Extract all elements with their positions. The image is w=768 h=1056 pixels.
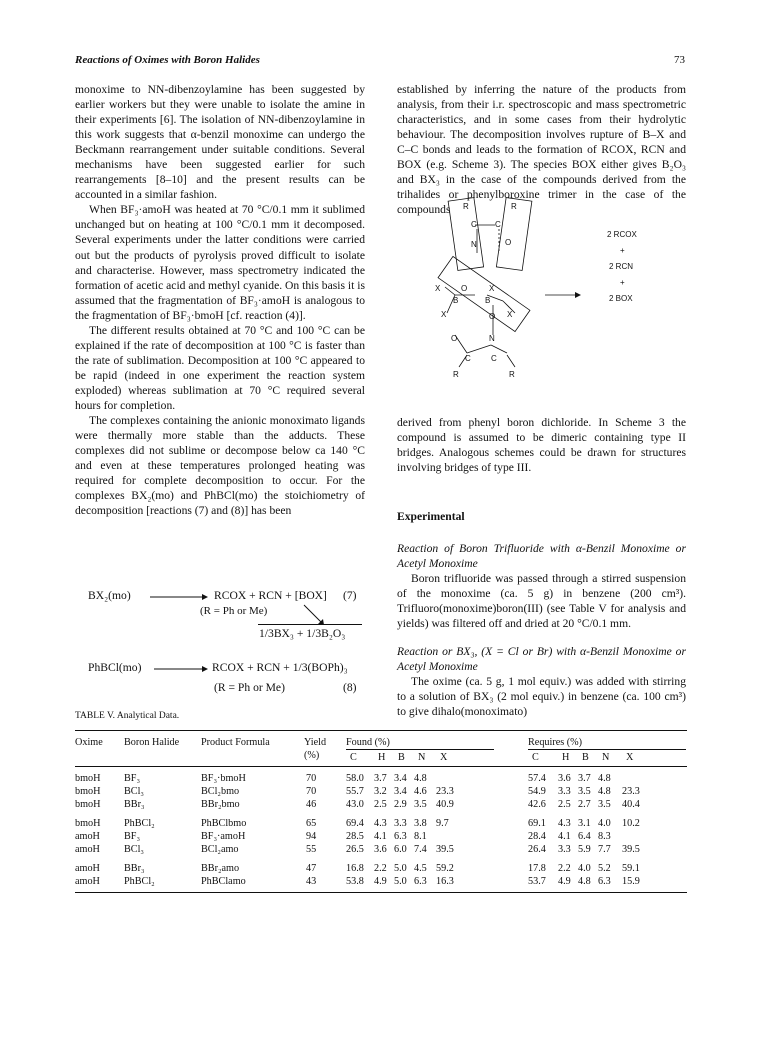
requires-underline: [528, 749, 686, 750]
col-header-requires: Requires (%): [528, 737, 583, 748]
cell-found: 5.0: [394, 863, 407, 874]
scheme-atom: C: [495, 220, 501, 229]
cell-requires: 7.7: [598, 844, 611, 855]
eq8-rhs: RCOX + RCN + 1/3(BOPh)₃: [212, 661, 348, 674]
cell-requires: 57.4: [528, 773, 546, 784]
scheme-atom: B: [485, 296, 491, 305]
cell-found: 69.4: [346, 818, 364, 829]
cell-requires: 10.2: [622, 818, 640, 829]
paragraph: When BF₃·amoH was heated at 70 °C/0.1 mm it sublimed unchanged but on heating at 100 °C/0.1 mm it decomposed. Several experiments under the latter conditions were carried out but the products of pyrolysis proved difficult to isolate and characterise. However, mass spectrometry indicated the formation of acetic acid and methyl cyanide. On this basis it is assumed that the fragmentation of BF₃·amoH is analogous to the fragmentation of BF₃·bmoH [cf. reaction (4)].: [75, 203, 365, 322]
cell-requires: 8.3: [598, 831, 611, 842]
cell-requires: 53.7: [528, 876, 546, 887]
cell-found: 4.5: [414, 863, 427, 874]
cell-requires: 3.3: [558, 786, 571, 797]
cell-found: 4.6: [414, 786, 427, 797]
scheme-atom: O: [505, 238, 512, 247]
scheme-atom: X: [435, 284, 441, 293]
cell-found: 6.0: [394, 844, 407, 855]
cell-requires: 2.5: [558, 799, 571, 810]
scheme-atom: R: [509, 370, 515, 379]
cell-requires: 4.9: [558, 876, 571, 887]
cell-found: 43.0: [346, 799, 364, 810]
scheme-atom: C: [471, 220, 477, 229]
cell-found: 9.7: [436, 818, 449, 829]
cell-product-formula: PhBClamo: [201, 876, 246, 887]
paragraph: derived from phenyl boron dichloride. In Scheme 3 the compound is assumed to be dimeric containing type II bridges. Analogous schemes could be drawn for structures involving bridges of type III.: [397, 416, 686, 475]
cell-yield: 70: [306, 786, 317, 797]
cell-found: 6.3: [414, 876, 427, 887]
cell-product-formula: BCl₂amo: [201, 844, 239, 855]
found-element-header: H: [378, 752, 386, 763]
cell-requires: 6.4: [578, 831, 591, 842]
cell-yield: 70: [306, 773, 317, 784]
subsection-heading: Reaction of Boron Trifluoride with α-Benzil Monoxime or Acetyl Monoxime: [397, 542, 686, 571]
cell-requires: 23.3: [622, 786, 640, 797]
cell-found: 2.5: [374, 799, 387, 810]
cell-requires: 5.2: [598, 863, 611, 874]
eq7-number: (7): [343, 589, 357, 602]
cell-oxime: amoH: [75, 844, 100, 855]
table-top-rule: [75, 730, 687, 731]
cell-yield: 47: [306, 863, 317, 874]
cell-requires: 17.8: [528, 863, 546, 874]
cell-boron-halide: BF₃: [124, 773, 141, 784]
paragraph: The different results obtained at 70 °C and 100 °C can be explained if the rate of decomposition at 100 °C is faster than the rate of sublimation. Decomposition at 100 °C appeared to be rapid (indeed in one experiment the reaction system exploded) whereas sublimation at 70 °C required several hours for completion.: [75, 323, 365, 412]
cell-product-formula: BBr₂bmo: [201, 799, 240, 810]
cell-product-formula: PhBClbmo: [201, 818, 247, 829]
scheme-atom: X: [489, 284, 495, 293]
cell-yield: 46: [306, 799, 317, 810]
scheme-atom: N: [471, 240, 477, 249]
paragraph: The complexes containing the anionic monoximato ligands were thermally more stable than the adducts. These complexes did not sublime or decompose below ca 140 °C and even at these temperatures prolonged heating was required for complete decomposition to occur. For the complexes BX₂(mo) and PhBCl(mo) the stoichiometry of decomposition [reactions (7) and (8)] has been: [75, 414, 365, 518]
eq8-lhs: PhBCl(mo): [88, 661, 142, 674]
cell-boron-halide: BCl₃: [124, 786, 144, 797]
cell-oxime: amoH: [75, 876, 100, 887]
cell-boron-halide: BF₃: [124, 831, 141, 842]
requires-element-header: X: [626, 752, 634, 763]
cell-requires: 59.1: [622, 863, 640, 874]
found-element-header: C: [350, 752, 357, 763]
cell-oxime: amoH: [75, 863, 100, 874]
cell-requires: 26.4: [528, 844, 546, 855]
eq8-arrow: [152, 662, 208, 676]
cell-yield: 94: [306, 831, 317, 842]
cell-requires: 4.8: [578, 876, 591, 887]
cell-found: 3.3: [394, 818, 407, 829]
cell-requires: 3.5: [598, 799, 611, 810]
cell-found: 26.5: [346, 844, 364, 855]
eq7-condition: (R = Ph or Me): [200, 605, 268, 617]
page-number: 73: [674, 54, 685, 66]
scheme-atom: X: [441, 310, 447, 319]
eq7-arrow: [148, 590, 208, 604]
requires-element-header: C: [532, 752, 539, 763]
cell-requires: 5.9: [578, 844, 591, 855]
scheme-product: 2 RCN: [609, 262, 634, 271]
cell-found: 4.8: [414, 773, 427, 784]
cell-oxime: bmoH: [75, 818, 101, 829]
cell-boron-halide: PhBCl₂: [124, 876, 155, 887]
found-element-header: B: [398, 752, 405, 763]
col-header-oxime: Oxime: [75, 737, 103, 748]
cell-oxime: amoH: [75, 831, 100, 842]
cell-found: 4.3: [374, 818, 387, 829]
cell-found: 53.8: [346, 876, 364, 887]
requires-element-header: B: [582, 752, 589, 763]
cell-found: 3.7: [374, 773, 387, 784]
cell-product-formula: BF₃·bmoH: [201, 773, 246, 784]
cell-requires: 15.9: [622, 876, 640, 887]
cell-requires: 2.2: [558, 863, 571, 874]
cell-boron-halide: PhBCl₂: [124, 818, 155, 829]
cell-found: 40.9: [436, 799, 454, 810]
cell-yield: 55: [306, 844, 317, 855]
cell-found: 59.2: [436, 863, 454, 874]
scheme-atom: O: [489, 312, 496, 321]
cell-requires: 4.3: [558, 818, 571, 829]
cell-found: 6.3: [394, 831, 407, 842]
scheme-atom: O: [451, 334, 458, 343]
cell-requires: 69.1: [528, 818, 546, 829]
found-element-header: X: [440, 752, 448, 763]
table-header-rule: [75, 766, 687, 767]
cell-found: 28.5: [346, 831, 364, 842]
cell-found: 3.4: [394, 786, 407, 797]
cell-requires: 3.3: [558, 844, 571, 855]
cell-oxime: bmoH: [75, 799, 101, 810]
scheme-product: 2 BOX: [609, 294, 633, 303]
paragraph: The oxime (ca. 5 g, 1 mol equiv.) was added with stirring to a solution of BX₃ (2 mol equiv.) in benzene (ca. 100 cm³) to give dihalo(monoximato): [397, 674, 686, 718]
cell-requires: 4.8: [598, 786, 611, 797]
cell-requires: 4.0: [578, 863, 591, 874]
cell-found: 3.2: [374, 786, 387, 797]
scheme-atom: C: [465, 354, 471, 363]
cell-found: 2.2: [374, 863, 387, 874]
scheme-atom: R: [453, 370, 459, 379]
cell-product-formula: BBr₂amo: [201, 863, 240, 874]
cell-found: 23.3: [436, 786, 454, 797]
reaction-scheme: [395, 195, 685, 415]
cell-requires: 3.7: [578, 773, 591, 784]
cell-found: 3.6: [374, 844, 387, 855]
eq8-condition: (R = Ph or Me): [214, 681, 285, 694]
cell-requires: 6.3: [598, 876, 611, 887]
cell-found: 8.1: [414, 831, 427, 842]
cell-oxime: bmoH: [75, 773, 101, 784]
paragraph: established by inferring the nature of the products from analysis, from their i.r. spectroscopic and mass spectrometric characteristics, and in some cases from their hydrolytic behaviour. The decomposition involves rupture of B–X and C–C bonds and leads to the formation of RCOX, RCN and BOX (e.g. Scheme 3). The species BOX either gives B₂O₃ and BX₃ in the case of the compounds derived from the trihalides or phenylboroxine trimer in the case of the compounds: [397, 83, 686, 217]
right-column-bottom: [397, 415, 686, 719]
cell-found: 16.3: [436, 876, 454, 887]
eq7-product: 1/3BX₃ + 1/3B₂O₃: [259, 627, 346, 640]
requires-element-header: H: [562, 752, 570, 763]
cell-boron-halide: BCl₃: [124, 844, 144, 855]
eq8-number: (8): [343, 681, 357, 694]
cell-requires: 4.8: [598, 773, 611, 784]
cell-requires: 3.6: [558, 773, 571, 784]
requires-element-header: N: [602, 752, 610, 763]
cell-product-formula: BCl₂bmo: [201, 786, 240, 797]
eq7-underline: [258, 624, 362, 625]
scheme-atom: N: [489, 334, 495, 343]
eq7-lhs: BX₂(mo): [88, 589, 131, 602]
found-underline: [346, 749, 494, 750]
cell-found: 3.4: [394, 773, 407, 784]
eq7-rhs: RCOX + RCN + [BOX]: [214, 589, 327, 602]
cell-requires: 2.7: [578, 799, 591, 810]
cell-found: 3.5: [414, 799, 427, 810]
col-header-yield-unit: (%): [304, 750, 320, 761]
running-title: Reactions of Oximes with Boron Halides: [75, 54, 260, 66]
paragraph: monoxime to NN-dibenzoylamine has been suggested by earlier workers but they were unable to isolate the amine in their experiments [6]. The isolation of NN-dibenzoylamine in this work suggests that α-benzil monoxime can undergo the Beckmann rearrangement under suitable conditions. Several mechanisms have been suggested earlier for such rearrangements [8–10] and the present results can be accounted in a similar fashion.: [75, 83, 365, 202]
table-bottom-rule: [75, 892, 687, 893]
scheme-product: +: [620, 246, 625, 255]
cell-found: 58.0: [346, 773, 364, 784]
col-header-product-formula: Product Formula: [201, 737, 270, 748]
cell-requires: 3.5: [578, 786, 591, 797]
cell-requires: 4.0: [598, 818, 611, 829]
cell-requires: 54.9: [528, 786, 546, 797]
scheme-atom: R: [511, 202, 517, 211]
col-header-boron-halide: Boron Halide: [124, 737, 180, 748]
cell-requires: 40.4: [622, 799, 640, 810]
cell-found: 2.9: [394, 799, 407, 810]
section-heading: Experimental: [397, 510, 465, 524]
cell-oxime: bmoH: [75, 786, 101, 797]
cell-found: 3.8: [414, 818, 427, 829]
cell-product-formula: BF₃·amoH: [201, 831, 246, 842]
cell-boron-halide: BBr₃: [124, 799, 145, 810]
paragraph: Boron trifluoride was passed through a stirred suspension of the monoxime (ca. 5 g) in benzene (200 cm³). Trifluoro(monoxime)boron(III) (see Table V for analysis and yields) was filtered off and dried at 20 °C/0.1 mm.: [397, 572, 686, 631]
cell-found: 16.8: [346, 863, 364, 874]
scheme-product: 2 RCOX: [607, 230, 637, 239]
cell-boron-halide: BBr₃: [124, 863, 145, 874]
left-column: [75, 82, 365, 518]
cell-requires: 28.4: [528, 831, 546, 842]
cell-found: 39.5: [436, 844, 454, 855]
cell-found: 4.1: [374, 831, 387, 842]
scheme-atom: O: [461, 284, 468, 293]
scheme-product: +: [620, 278, 625, 287]
cell-found: 7.4: [414, 844, 427, 855]
cell-yield: 65: [306, 818, 317, 829]
cell-requires: 42.6: [528, 799, 546, 810]
col-header-found: Found (%): [346, 737, 390, 748]
cell-found: 55.7: [346, 786, 364, 797]
cell-found: 4.9: [374, 876, 387, 887]
cell-requires: 4.1: [558, 831, 571, 842]
subsection-heading: Reaction or BX₃, (X = Cl or Br) with α-Benzil Monoxime or Acetyl Monoxime: [397, 644, 686, 673]
table-caption: TABLE V. Analytical Data.: [75, 711, 180, 721]
col-header-yield: Yield: [304, 737, 327, 748]
cell-found: 5.0: [394, 876, 407, 887]
scheme-atom: X: [507, 310, 513, 319]
scheme-atom: C: [491, 354, 497, 363]
cell-requires: 3.1: [578, 818, 591, 829]
found-element-header: N: [418, 752, 426, 763]
cell-yield: 43: [306, 876, 317, 887]
cell-requires: 39.5: [622, 844, 640, 855]
scheme-atom: B: [453, 296, 459, 305]
scheme-atom: R: [463, 202, 469, 211]
